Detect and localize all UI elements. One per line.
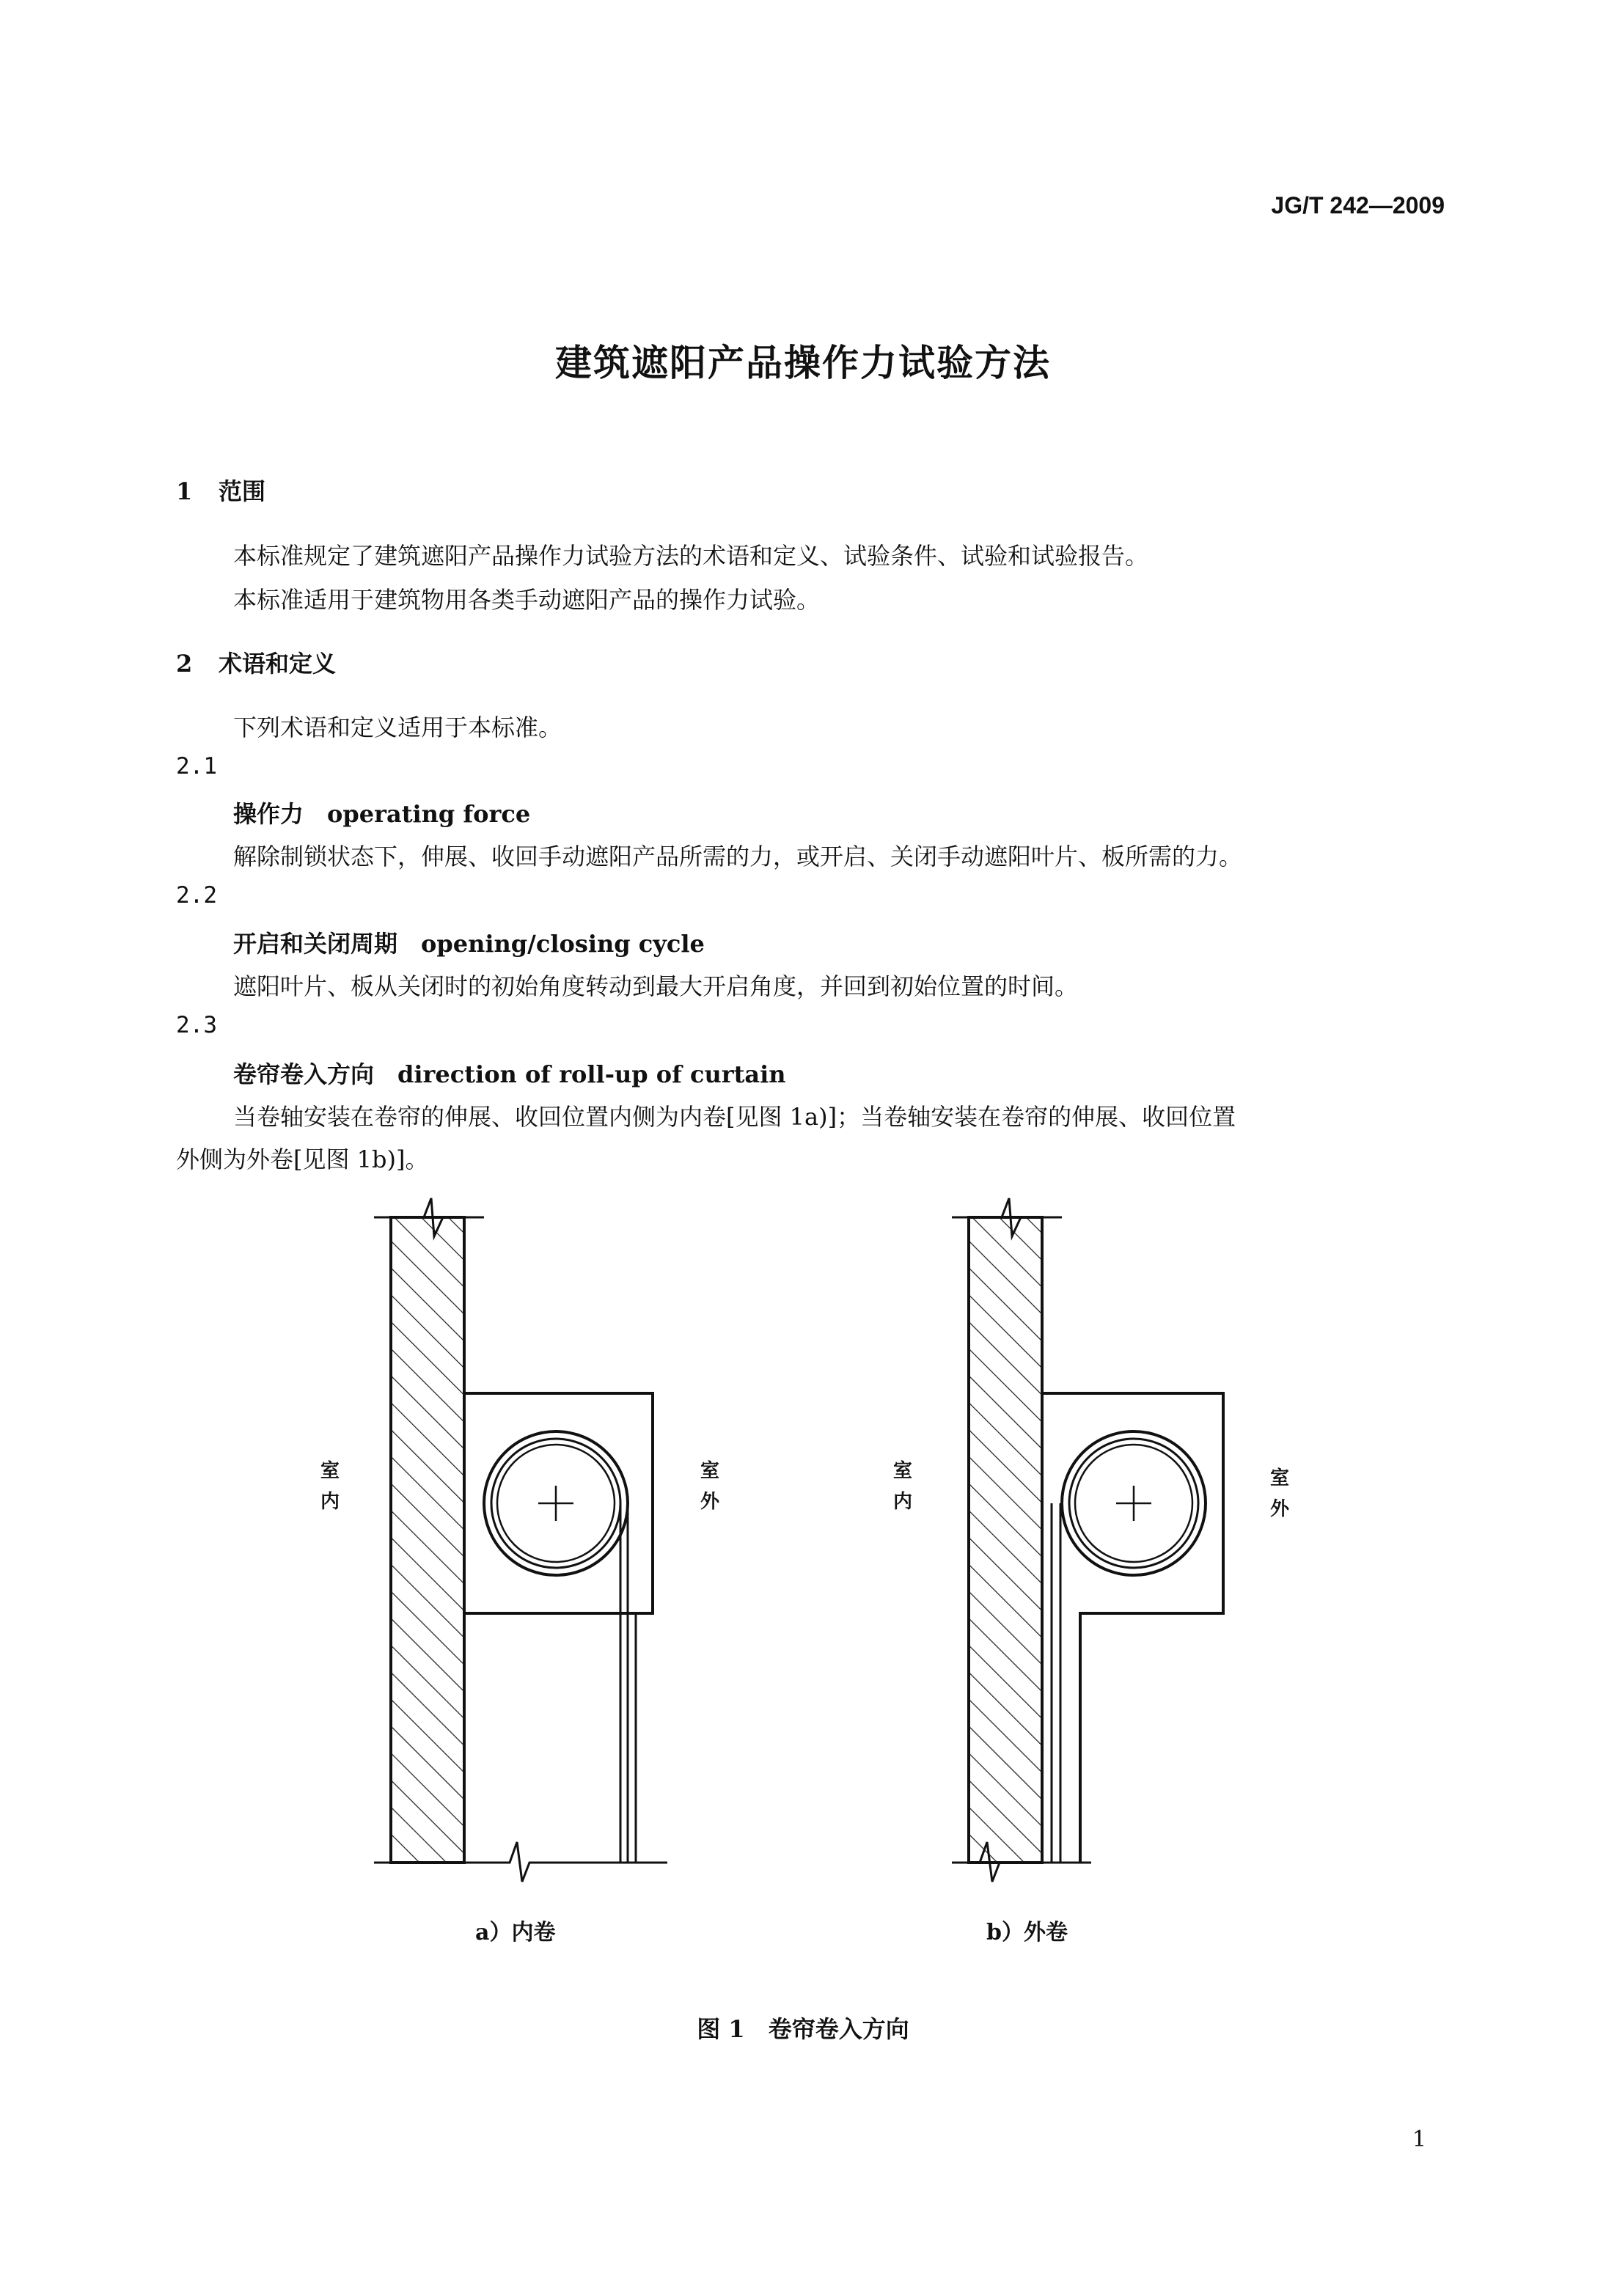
wall bbox=[969, 1217, 1042, 1863]
label-char: 室 bbox=[893, 1460, 913, 1482]
paragraph: 下列术语和定义适用于本标准。 bbox=[233, 714, 562, 741]
label-char: 室 bbox=[320, 1460, 340, 1482]
term-zh: 开启和关闭周期 bbox=[233, 930, 398, 958]
term-heading bbox=[233, 1056, 786, 1090]
outdoor-label bbox=[1270, 1463, 1289, 1525]
term-en: direction of roll-up of curtain bbox=[397, 1060, 786, 1088]
paragraph: 本标准规定了建筑遮阳产品操作力试验方法的术语和定义、试验条件、试验和试验报告。 bbox=[233, 542, 1149, 570]
term-number: 2.1 bbox=[176, 753, 217, 780]
roller-shaft bbox=[484, 1431, 628, 1575]
label-char: 内 bbox=[320, 1491, 340, 1513]
indoor-label bbox=[320, 1456, 340, 1517]
subfigure-caption-b: b）外卷 bbox=[986, 1920, 1068, 1945]
label-char: 外 bbox=[1270, 1498, 1290, 1520]
section-2-heading bbox=[176, 645, 336, 679]
term-number: 2.2 bbox=[176, 882, 217, 909]
wall bbox=[391, 1217, 464, 1863]
term-en: operating force bbox=[327, 800, 531, 828]
roller-box bbox=[1042, 1393, 1223, 1863]
figure-1a-inner-roll-diagram bbox=[345, 1195, 726, 1885]
term-definition-continuation: 外侧为外卷[见图 1b)]。 bbox=[176, 1145, 429, 1173]
term-definition: 遮阳叶片、板从关闭时的初始角度转动到最大开启角度，并回到初始位置的时间。 bbox=[233, 972, 1079, 1000]
section-title: 术语和定义 bbox=[219, 650, 337, 678]
curtain bbox=[620, 1503, 636, 1863]
section-title: 范围 bbox=[219, 477, 266, 505]
indoor-label bbox=[893, 1456, 912, 1517]
term-definition: 当卷轴安装在卷帘的伸展、收回位置内侧为内卷[见图 1a)]；当卷轴安装在卷帘的伸展、收回位置 bbox=[233, 1103, 1236, 1131]
term-heading bbox=[233, 796, 530, 829]
term-heading bbox=[233, 925, 705, 959]
label-char: 外 bbox=[700, 1491, 720, 1513]
term-zh: 卷帘卷入方向 bbox=[233, 1060, 375, 1088]
subfigure-caption-a: a）内卷 bbox=[475, 1920, 556, 1945]
page-number: 1 bbox=[1412, 2127, 1426, 2152]
paragraph: 本标准适用于建筑物用各类手动遮阳产品的操作力试验。 bbox=[233, 586, 821, 614]
label-char: 室 bbox=[1270, 1467, 1290, 1489]
label-char: 室 bbox=[700, 1460, 720, 1482]
outdoor-label bbox=[700, 1456, 719, 1517]
term-zh: 操作力 bbox=[233, 800, 304, 828]
label-char: 内 bbox=[893, 1491, 913, 1513]
term-definition: 解除制锁状态下，伸展、收回手动遮阳产品所需的力，或开启、关闭手动遮阳叶片、板所需的力。 bbox=[233, 843, 1243, 870]
section-number: 2 bbox=[176, 650, 193, 678]
term-number: 2.3 bbox=[176, 1012, 217, 1038]
section-1-heading bbox=[176, 473, 265, 507]
figure-title: 图 1 卷帘卷入方向 bbox=[697, 2015, 909, 2043]
curtain bbox=[1052, 1503, 1060, 1863]
term-en: opening/closing cycle bbox=[421, 930, 705, 958]
document-title: 建筑遮阳产品操作力试验方法 bbox=[555, 341, 1051, 384]
figure-1b-outer-roll-diagram bbox=[923, 1195, 1304, 1885]
standard-code: JG/T 242—2009 bbox=[1271, 192, 1445, 219]
roller-shaft bbox=[1062, 1431, 1206, 1575]
section-number: 1 bbox=[176, 477, 193, 505]
